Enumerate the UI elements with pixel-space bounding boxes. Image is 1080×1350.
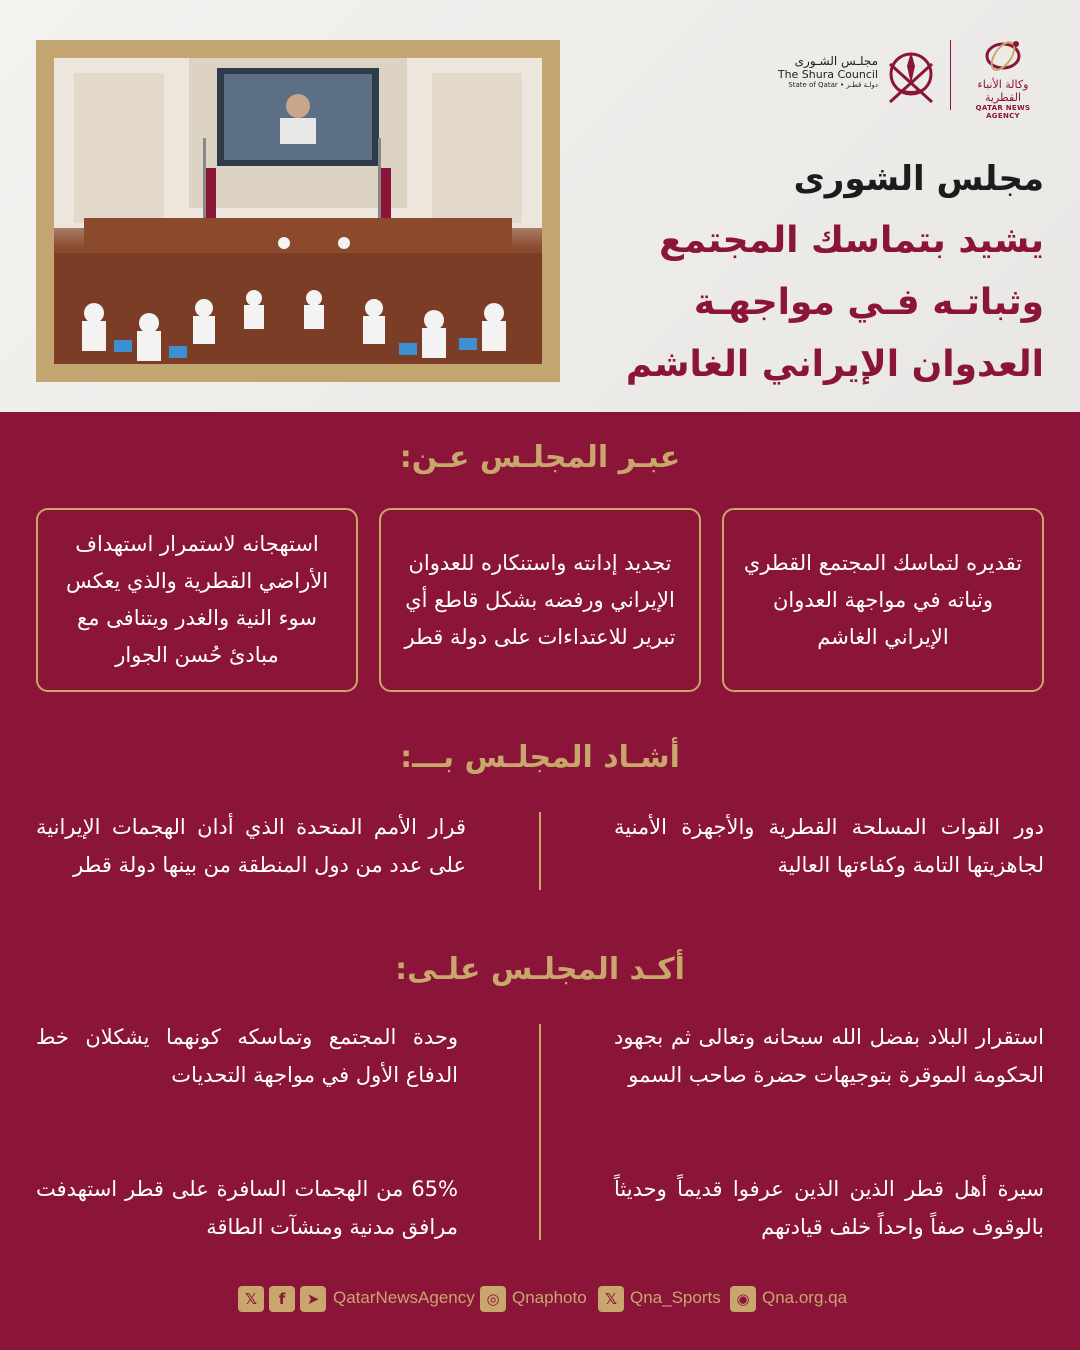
qna-name-ar: وكالة الأنباء القطرية (977, 78, 1029, 104)
instagram-icon[interactable]: ◎ (480, 1286, 506, 1312)
affirmed-left-text-2: 65% من الهجمات السافرة على قطر استهدفت مرافق مدنية ومنشآت الطاقة (36, 1177, 458, 1239)
affirmed-left-text-1: وحدة المجتمع وتماسكه كونهما يشكلان خط الدفاع الأول في مواجهة التحديات (36, 1025, 458, 1087)
section-expressed-title: عبـر المجلـس عـن: (399, 440, 681, 475)
affirmed-right-text-2: سيرة أهل قطر الذين الذين عرفوا قديماً وحديثاً بالوقوف صفاً واحداً خلف قيادتهم (614, 1177, 1044, 1239)
telegram-icon[interactable]: ➤ (300, 1286, 326, 1312)
handle-qnaphoto[interactable]: Qnaphoto (512, 1288, 587, 1307)
expressed-box-1-text: تقديره لتماسك المجتمع القطري وثباته في مواجهة العدوان الإيراني الغاشم (743, 550, 1023, 649)
affirmed-divider (539, 1024, 541, 1240)
handle-qatarnewsagency[interactable]: QatarNewsAgency (333, 1288, 475, 1307)
expressed-box-3 (36, 508, 358, 692)
social-footer (0, 1284, 1080, 1316)
praised-right-text: دور القوات المسلحة القطرية والأجهزة الأمنية لجاهزيتها التامة وكفاءتها العالية (614, 815, 1044, 877)
handle-qna-sports[interactable]: Qna_Sports (630, 1288, 721, 1307)
shura-name-ar: مجلـس الشـورى (794, 54, 878, 68)
section-praised-title: أشـاد المجلـس بـــ: (400, 740, 680, 775)
headline-line-2: يشيد بتماسك المجتمع (659, 220, 1044, 261)
shura-name-en: The Shura Council (777, 68, 878, 81)
state-emblem-icon (882, 44, 940, 110)
praised-left-text: قرار الأمم المتحدة الذي أدان الهجمات الإيرانية على عدد من دول المنطقة من بينها دولة قطر (36, 815, 466, 877)
section-affirmed-title: أكـد المجلـس علـى: (395, 952, 685, 987)
expressed-box-2 (379, 508, 701, 692)
x-icon[interactable]: 𝕏 (238, 1286, 264, 1312)
council-hall-illustration (54, 58, 542, 364)
headline-line-3: وثباتـه فـي مواجهـة (693, 282, 1044, 323)
headline-line-4: العدوان الإيراني الغاشم (625, 344, 1044, 385)
qna-emblem-icon (980, 36, 1026, 76)
logo-divider (950, 40, 951, 110)
expressed-box-2-text: تجديد إدانته واستنكاره للعدوان الإيراني ورفضه بشكل قاطع أي تبرير للاعتداءات على دولة قطر (404, 550, 676, 649)
qna-logo (958, 36, 1048, 120)
headline-line-1: مجلس الشورى (793, 159, 1044, 199)
headline (584, 148, 1044, 396)
x-sports-icon[interactable]: 𝕏 (598, 1286, 624, 1312)
expressed-box-3-text: استهجانه لاستمرار استهداف الأراضي القطرية والذي يعكس سوء النية والغدر ويتنافى مع مبادئ حُسن الجوار (65, 532, 329, 667)
expressed-box-1 (722, 508, 1044, 692)
shura-council-logo (770, 44, 940, 114)
photo-frame (36, 40, 560, 382)
council-session-photo (54, 58, 542, 364)
qna-name-en: QATAR NEWS AGENCY (975, 104, 1031, 120)
facebook-icon[interactable]: f (269, 1286, 295, 1312)
affirmed-right-text-1: استقرار البلاد بفضل الله سبحانه وتعالى ثم بجهود الحكومة الموقرة بتوجيهات حضرة صاحب السمو (614, 1025, 1044, 1087)
praised-divider (539, 812, 541, 890)
website-link[interactable]: Qna.org.qa (762, 1288, 848, 1307)
shura-state-label: State of Qatar • دولـة قطـر (788, 81, 878, 89)
website-icon[interactable]: ◉ (730, 1286, 756, 1312)
